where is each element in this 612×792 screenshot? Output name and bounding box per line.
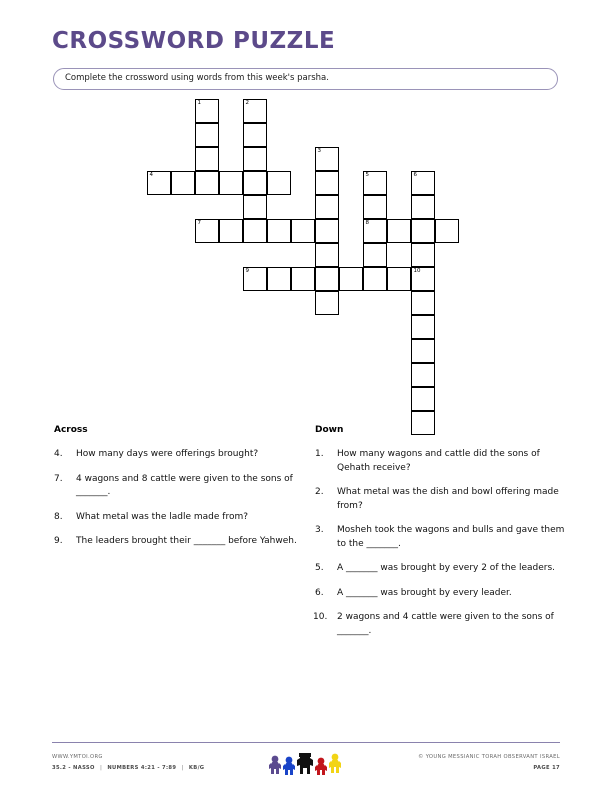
crossword-cell[interactable] (411, 267, 435, 291)
crossword-cell[interactable] (243, 99, 267, 123)
crossword-cell[interactable] (267, 171, 291, 195)
crossword-cell[interactable] (243, 171, 267, 195)
crossword-cell[interactable] (411, 171, 435, 195)
crossword-cell[interactable] (171, 171, 195, 195)
crossword-cell[interactable] (315, 171, 339, 195)
across-clue-text: How many days were offerings brought? (76, 449, 259, 459)
footer-separator-1: | (99, 764, 103, 771)
down-clue (315, 448, 570, 475)
crossword-cell[interactable] (219, 219, 243, 243)
down-heading: Down (315, 425, 344, 435)
across-clue-number: 7. (54, 473, 63, 484)
crossword-cell[interactable] (315, 243, 339, 267)
down-clue-text: 2 wagons and 4 cattle were given to the sons of _______. (337, 612, 554, 636)
crossword-cell[interactable] (243, 195, 267, 219)
crossword-cell[interactable] (363, 171, 387, 195)
down-clue-text: How many wagons and cattle did the sons of Qehath receive? (337, 449, 540, 473)
crossword-cell[interactable] (363, 219, 387, 243)
across-clue (54, 448, 304, 462)
crossword-cell[interactable] (147, 171, 171, 195)
logo-figure-red (315, 758, 327, 775)
crossword-cell[interactable] (315, 291, 339, 315)
crossword-cell[interactable] (411, 315, 435, 339)
cell-number: 3 (317, 148, 321, 154)
footer-right-block (418, 752, 560, 773)
cell-number: 2 (245, 100, 249, 106)
crossword-cell[interactable] (411, 243, 435, 267)
footer-left-block (52, 752, 204, 773)
instruction-text: Complete the crossword using words from this week's parsha. (65, 73, 329, 83)
footer-page-number: PAGE 17 (533, 764, 560, 771)
crossword-cell[interactable] (243, 267, 267, 291)
across-clue-number: 4. (54, 449, 63, 459)
footer-reference-code: 35.2 - NASSO (52, 764, 95, 771)
footer-reference-line (52, 763, 204, 774)
cell-number: 8 (365, 220, 369, 226)
crossword-cell[interactable] (315, 219, 339, 243)
down-clue-number: 3. (315, 525, 324, 535)
crossword-cell[interactable] (195, 123, 219, 147)
crossword-cell[interactable] (363, 267, 387, 291)
down-clue-number: 6. (315, 587, 324, 598)
crossword-cell[interactable] (411, 387, 435, 411)
down-clue-text: A _______ was brought by every leader. (337, 587, 512, 598)
down-clue (315, 486, 570, 513)
across-clue (54, 511, 304, 525)
down-clue (315, 611, 570, 638)
crossword-cell[interactable] (411, 219, 435, 243)
crossword-cell[interactable] (291, 267, 315, 291)
cell-number: 7 (197, 220, 201, 226)
crossword-cell[interactable] (411, 363, 435, 387)
crossword-cell[interactable] (315, 195, 339, 219)
cell-number: 10 (413, 268, 421, 274)
footer-scripture: NUMBERS 4:21 - 7:89 (107, 764, 177, 771)
down-clue (315, 587, 570, 601)
down-clue-text: A _______ was brought by every 2 of the leaders. (337, 563, 556, 573)
logo-figure-yellow (329, 754, 341, 773)
cell-number: 5 (365, 172, 369, 178)
footer-divider (52, 742, 560, 743)
across-clue (54, 535, 304, 549)
cell-number: 6 (413, 172, 417, 178)
down-clue-text: Mosheh took the wagons and bulls and gave them to the _______. (337, 525, 565, 549)
crossword-cell[interactable] (339, 267, 363, 291)
logo-figure-black (297, 753, 313, 774)
crossword-cell[interactable] (243, 219, 267, 243)
down-clue-number: 10. (313, 612, 328, 622)
down-clues-section (315, 425, 570, 649)
footer-separator-2: | (181, 764, 184, 771)
crossword-cell[interactable] (267, 267, 291, 291)
across-clue-number: 9. (54, 536, 63, 546)
crossword-cell[interactable] (195, 147, 219, 171)
down-clue-number: 2. (315, 487, 324, 497)
crossword-cell[interactable] (387, 219, 411, 243)
across-clue (54, 473, 304, 500)
crossword-cell[interactable] (411, 339, 435, 363)
crossword-cell[interactable] (387, 267, 411, 291)
logo-figure-blue (283, 757, 295, 775)
across-clue-text: What metal was the ladle made from? (76, 511, 249, 522)
crossword-cell[interactable] (195, 171, 219, 195)
footer-initials: KB/G (188, 764, 205, 771)
down-clue-number: 5. (315, 563, 324, 573)
crossword-cell[interactable] (411, 195, 435, 219)
crossword-cell[interactable] (315, 147, 339, 171)
crossword-cell[interactable] (363, 243, 387, 267)
crossword-cell[interactable] (363, 195, 387, 219)
cell-number: 1 (197, 100, 201, 106)
footer-copyright: © YOUNG MESSIANIC TORAH OBSERVANT ISRAEL (418, 754, 560, 760)
crossword-cell[interactable] (291, 219, 315, 243)
logo-figure-purple (269, 756, 281, 774)
down-clue (315, 562, 570, 576)
across-clue-text: The leaders brought their _______ before Yahweh. (76, 536, 297, 546)
cell-number: 4 (149, 172, 153, 178)
crossword-cell[interactable] (243, 123, 267, 147)
crossword-cell[interactable] (243, 147, 267, 171)
crossword-cell[interactable] (411, 291, 435, 315)
across-clue-text: 4 wagons and 8 cattle were given to the sons of _______. (76, 473, 293, 497)
cell-number: 9 (245, 268, 249, 274)
across-heading: Across (54, 425, 88, 435)
down-clue-number: 1. (315, 449, 324, 459)
crossword-cell[interactable] (267, 219, 291, 243)
crossword-cell[interactable] (435, 219, 459, 243)
down-clue-text: What metal was the dish and bowl offering made from? (337, 487, 559, 511)
crossword-cell[interactable] (315, 267, 339, 291)
crossword-cell[interactable] (219, 171, 243, 195)
across-clues-section (54, 425, 304, 560)
down-clue (315, 524, 570, 551)
crossword-cell[interactable] (195, 99, 219, 123)
footer-website[interactable]: WWW.YMTOI.ORG (52, 754, 103, 760)
page-title: CROSSWORD PUZZLE (52, 28, 336, 54)
across-clue-number: 8. (54, 511, 63, 522)
crossword-cell[interactable] (195, 219, 219, 243)
organization-logo (268, 750, 344, 784)
